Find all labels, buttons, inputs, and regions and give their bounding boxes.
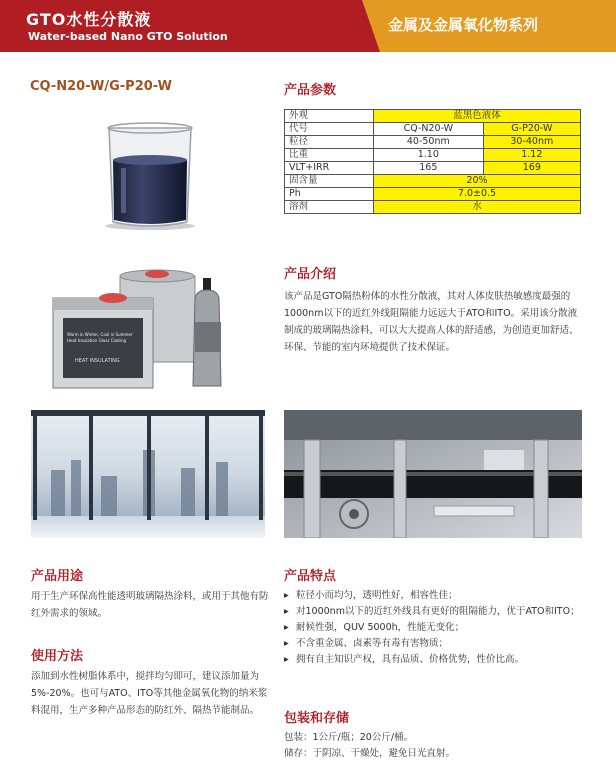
method-title: 使用方法 [31,649,84,664]
series-label: 金属及金属氧化物系列 [388,16,539,34]
table-row: 比重 1.10 1.12 [285,149,581,162]
window-building-photo [31,410,265,538]
can-label-line1: Warm in Winter, Cool in Summer [67,332,133,337]
table-row: 外观 蓝黑色液体 [285,110,581,123]
list-item: ▸ 拥有自主知识产权，具有品质、价格优势，性价比高。 [284,652,584,668]
method-text: 添加到水性树脂体系中，搅拌均匀即可，建议添加量为5%-20%。也可与ATO、ITO等其他金属氧化物的纳米浆料混用，生产多种产品形态的防红外、隔热节能制品。 [31,671,268,716]
series-tab [380,0,616,52]
list-item: ▸ 耐候性强，QUV 5000h，性能无变化； [284,620,584,636]
packaging-line1: 包装：1公斤/瓶；20公斤/桶。 [284,732,414,743]
intro-title: 产品介绍 [284,267,337,282]
header-banner [0,0,616,52]
params-title: 产品参数 [284,83,337,98]
features-title: 产品特点 [284,569,337,584]
coating-machine-photo [284,410,582,538]
product-title: GTO水性分散液 [26,10,152,29]
list-item: ▸ 对1000nm以下的近红外线具有更好的阻隔能力，优于ATO和ITO； [284,604,584,620]
table-row: 固含量 20% [285,175,581,188]
list-item: ▸ 粒径小而均匀，透明性好，相容性佳； [284,588,584,604]
intro-text: 该产品是GTO隔热粉体的水性分散液，其对人体皮肤热敏感度最强的1000nm以下的近红外线阻隔能力远远大于ATO和ITO。采用该分散液制成的玻璃隔热涂料，可以大大提高人体的舒适感，为创造更加舒适、环保、节能的室内环境提供了技术保证。 [284,291,579,353]
params-table [284,109,581,214]
product-cans-image [45,262,245,392]
table-row: 粒径 40-50nm 30-40nm [285,136,581,149]
table-row: 代号 CQ-N20-W G-P20-W [285,123,581,136]
table-row: 溶剂 水 [285,201,581,214]
table-row: VLT+IRR 165 169 [285,162,581,175]
list-item: ▸ 不含重金属、卤素等有毒有害物质； [284,636,584,652]
table-row: Ph 7.0±0.5 [285,188,581,201]
can-label-line2: Heat Insulation Glass Coating [67,338,127,343]
features-list [284,588,584,668]
usage-text: 用于生产环保高性能透明玻璃隔热涂料，或用于其他有防红外需求的领域。 [31,591,269,619]
beaker-image [95,118,205,230]
model-code: CQ-N20-W/G-P20-W [30,79,172,94]
packaging-title: 包装和存储 [284,711,350,726]
packaging-line2: 储存：于阴凉、干燥处，避免日光直射。 [284,748,456,759]
usage-title: 产品用途 [31,569,84,584]
product-subtitle: Water-based Nano GTO Solution [28,30,228,43]
can-label-brand: HEAT INSULATING [75,358,120,364]
